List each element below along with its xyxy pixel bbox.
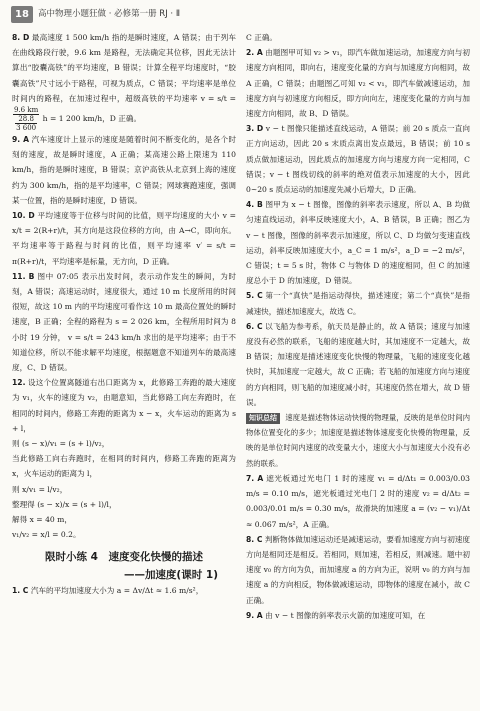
answer-6: 6. C 以飞船为参考系，航天员是静止的，故 A 错误；速度与加速度没有必然的联系，飞船的速度越大时，其加速度不一定越大，故 B 错误；加速度是描述速度变化快慢的物理量，飞船的速度变化越快时，其加速度一定越大，故 C 正确；若飞船的加速度方向与速度的方向相同，则飞船的加速度减小时，其速度仍然在增大，故 D 错误。 [246,321,470,407]
answer-3: 3. D v − t 图像只能描述直线运动，A 错误；前 20 s 质点一直向正方向运动，因此 20 s 末质点离出发点最远，B 错误；前 10 s 质点做加速运动，因此质点的加速度方向与速度方向一定相同，C 错误；v − t 图线切线的斜率的绝对值表示加速度的大小，因此 0~20 s 质点运动的加速度先减小后增大，D 正确。 [246,124,470,195]
answer-12-cont: 当此修路工向右奔跑时，在相同的时间内，修路工奔跑的距离为 x，火车运动的距离为 l， [12,454,236,479]
answer-2: 2. A 由题图甲可知 v₂ > v₁，即汽车做加速运动，加速度方向与初速度方向相同，即向右，速度变化量的方向与加速度方向相同，故 A 正确，C 错误；由题图乙可知 v₂ < v₁，即汽车做减速运动，加速度方向与初速度方向相反，即方向向左，速度变化量的方向与加速度方向相同，故 B、D 错误。 [246,48,470,119]
book-title: 高中物理小题狂做 · 必修第一册 RJ · Ⅱ [38,9,181,19]
page-number: 18 [11,6,33,23]
answer-9b: 9. A 由 v − t 图像的斜率表示火箭的加速度可知，在 [246,610,426,620]
section-title: 限时小练 4 速度变化快慢的描述 [45,550,203,563]
knowledge-summary: 知识总结 速度是描述物体运动快慢的物理量，反映的是单位时间内物体位置变化的多少；加速度是描述物体速度变化快慢的物理量，反映的是单位时间内速度的改变量大小，速度大小与加速度大小没有必然的联系。 [246,413,471,468]
answer-1-cont: C 正确。 [246,33,278,42]
fraction: $\frac{9.6 km}{\frac{28.8}{3 600}}$ [14,106,39,133]
equation: 则 (s − x)/v₁ = (s + l)/v₂， [12,439,110,449]
answer-10: 10. D 平均速度等于位移与时间的比值，则平均速度的大小 v = x/t = 2(R+r)/t，其方向是这段位移的方向，由 A→C，即向东。平均速率等于路程与时间的比值，则平均速率 v′ = s/t = π(R+r)/t，平均速率是标量，无方向，D 正确。 [12,211,236,266]
answer-1: 1. C 汽车的平均加速度大小为 a = Δv/Δt ≈ 1.6 m/s²， [12,585,204,595]
equation: 解得 x = 40 m， [12,515,72,525]
answer-11: 11. B 图中 07:05 表示出发时间，表示动作发生的瞬间，为时刻，A 错误；高速运动时，速度很大，通过 10 m 长度所用的时间很短，故这 10 m 内的平均速度可看作这 10 m 最高位置处的瞬时速度，B 正确；全程的路程为 s = 2 026 km，全程所用时间为 8 小时 19 分钟， v = s/t = 243 km/h 求出的是平均速率；由于不知道位移，所以不能求解平均速度，根据题意不知道列车的最高速度，C、D 错误。 [12,271,236,373]
answer-8: 8. D 最高速度 1 500 km/h 指的是瞬时速度，A 错误；由于列车在曲线路段行驶，9.6 km 是路程，无法确定其位移，因此无法计算出“胶囊高铁”的平均速度，B 错误；计算全程平均速度时，“胶囊高铁”尺寸远小于路程，可视为质点，C 错误；平均速率是单位时间内的路程，在加速过程中，超级高铁的平均速率 v = s/t = $\frac{9.6 km}{\frac{28.8}{3 600}}$ h = 1 200 km/h，D 正确。 [12,33,237,133]
answer-9: 9. A 汽车速度计上显示的速度是随着时间不断变化的，是各个时刻的速度，故是瞬时速度，A 正确；某高速公路上限速为 110 km/h，指的是瞬时速度，B 错误；京沪高铁从北京到上海的速度约为 300 km/h，指的是平均速率，C 错误；网球赛跑速度，强调某一位置，指的是瞬时速度，D 错误。 [12,135,236,205]
answer-7: 7. A 遮光板通过光电门 1 时的速度 v₁ = d/Δt₁ = 0.003/0.03 m/s = 0.10 m/s，遮光板通过光电门 2 时的速度 v₂ = d/Δt₂ = 0.003/0.01 m/s = 0.30 m/s，故滑块的加速度 a = (v₂ − v₁)/Δt ≈ 0.067 m/s²，A 正确。 [246,473,470,529]
answer-4: 4. B 图甲为 x − t 图像，图像的斜率表示速度，所以 A、B 均做匀速直线运动，斜率反映速度大小，A、B 错误，B 正确；图乙为 v − t 图像，图像的斜率表示加速度，所以 C、D 均做匀变速直线运动，斜率反映加速度大小，a_C = 1 m/s²，a_D = −2 m/s²，C 错误；t = 5 s 时，物体 C 与物体 D 的速度相同，但 C 的加速度总小于 D 的加速度，D 错误。 [246,200,470,286]
equation: 则 x/v₁ = l/v₂， [12,484,68,494]
answer-5: 5. C 第一个“真快”是指运动得快，描述速度；第二个“真快”是指减速快，描述加速度大，故选 C。 [246,291,470,316]
page-header [0,0,480,28]
section-subtitle: ——加速度(课时 1) [123,568,218,581]
summary-tag: 知识总结 [246,413,280,424]
answer-12: 12. 设这个位置离隧道右出口距离为 x，此修路工奔跑的最大速度为 v₁，火车的速度为 v₂，由题意知，当此修路工向左奔跑时，在相同的时间内，修路工奔跑的距离为 x − x，火车运动的距离为 s + l， [12,378,236,433]
left-column [12,30,236,598]
right-column [246,30,470,623]
equation: 整理得 (s − x)/x = (s + l)/l， [12,499,117,509]
answer-8b: 8. C 判断物体做加速运动还是减速运动，要看加速度方向与初速度方向是相同还是相反。若相同，则加速，若相反，则减速。题中初速度 v₀ 的方向为负，而加速度 a 的方向为正，说明 v₀ 的方向与加速度 a 的方向相反，物体做减速运动，即物体的速度在减小，故 C 正确。 [246,534,471,605]
equation: v₁/v₂ = x/l = 0.2。 [12,530,81,540]
